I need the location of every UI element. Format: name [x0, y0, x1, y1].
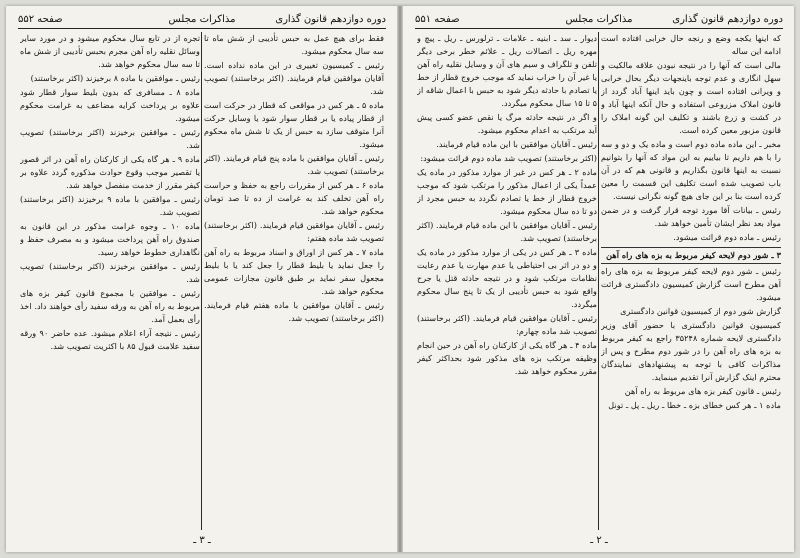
- page-header: [415, 14, 783, 29]
- header-title: مذاكرات مجلس: [565, 14, 633, 25]
- paragraph: رئیس ـ آقایان موافقین با این ماده قیام فرمایند.: [436, 139, 597, 149]
- paragraph: رئیس ـ آقایان موافقین قیام فرمایند. (اکثر برخاستند) تصویب شد ماده چهارم:: [417, 313, 597, 336]
- paragraph: مخبر ـ این ماده ماده دوم است و ماده یک و دو و سه را با هم داریم تا بیاییم به این مواد که آنها را بتوانیم نسبت به اینها قانون بگذاریم و قانونی هم که در آن باب تصویب شده است تکلیف این قسمت را معین کرده است بنا بر این جای هیچ گونه نگرانی نیست.: [601, 139, 781, 201]
- paragraph: ماده ۳ ـ هر کس در یکی از موارد مذکور در ماده یک و دو در اثر بی احتیاطی یا عدم مهارت یا عدم رعایت نظامات مرتکب شود و در نتیجه حادثه قتل یا جرح واقع شود به حبس تأدیبی از یک تا پنج سال محکوم میگردد.: [417, 247, 597, 309]
- paragraph: و اگر در نتیجه حادثه مرگ یا نقص عضو کسی پیش آید مرتکب به اعدام محکوم میشود.: [417, 112, 597, 135]
- paragraph: ماده ۷ ـ هر کس از اوراق و اسناد مربوط به راه آهن را جعل نماید یا بلیط قطار را جعل کند یا با بلیط مجعول سفر نماید بر طبق قانون مجازات عمومی محکوم خواهد شد.: [204, 247, 384, 296]
- paragraph: رئیس ـ کمیسیون تغییری در این ماده نداده است. آقایان موافقین قیام فرمایند. (اکثر برخاستند) تصویب شد.: [204, 60, 384, 96]
- paragraph: رئیس ـ آقایان موافقین با ماده پنج قیام فرمایند. (اکثر برخاستند) تصویب شد.: [204, 153, 384, 176]
- paragraph: رئیس ـ نتیجه آراء اعلام میشود. عده حاضر ۹۰ ورقه سفید علامت قبول ۸۵ با اکثریت تصویب شد.: [20, 328, 200, 351]
- paragraph: رئیس ـ موافقین با ماده ۸ برخیزند (اکثر برخاستند): [30, 73, 200, 83]
- paragraph: رئیس ـ آقایان موافقین قیام فرمایند. (اکثر برخاستند) تصویب شد ماده هفتم:: [204, 220, 384, 243]
- paragraph: ماده ۲ ـ هر کس در غیر از موارد مذکور در ماده یک عمداً یکی از اعمال مذکور را مرتکب شود که موجب خروج قطار از خط یا تصادم نگردد به حبس مجرد از دو تا ده سال محکوم میشود.: [417, 167, 597, 216]
- paragraph: کمیسیون قوانین دادگستری با حضور آقای وزیر دادگستری لایحه شماره ۳۵۲۴۸ راجع به کیفر مربوط به بزه های راه آهن را در شور دوم مطرح و پس از مذاکرات کافی با توجه به پیشنهادهای نمایندگان محترم اینک گزارش آنرا تقدیم مینماید.: [601, 320, 781, 382]
- book-spread: [6, 6, 794, 552]
- paragraph: ماده ۱۰ ـ وجوه غرامت مذکور در این قانون به صندوق راه آهن پرداخت میشود و به مصرف حفظ و نگاهداری خطوط خواهد رسید.: [20, 221, 200, 257]
- book-gutter: [397, 6, 403, 552]
- paragraph: که اینها یکجه وضع و رنجه حال خرابی افتاده است ادامه این ساله: [601, 33, 781, 56]
- text-column-right: [601, 32, 781, 530]
- paragraph: ماده ۹ ـ هر گاه یکی از کارکنان راه آهن در اثر قصور یا تقصیر موجب وقوع حوادث مذکوره گردد علاوه بر کیفر مقرر از خدمت منفصل خواهد شد.: [20, 154, 200, 190]
- paragraph: دیوار ـ سد ـ ابنیه ـ علامات ـ ترلورس ـ ریل ـ پیچ و مهره ریل ـ اتصالات ریل ـ علائم خطر برخی دیگر تلفن و تلگراف و سیم های آن و وسایل نقلیه راه آهن یا غیر آن را خراب نماید که موجب خروج قطار از خط یا تصادم با حادثه دیگر شود به حبس با اعمال شاقه از ۵ تا ۱۵ سال محکوم میگردد.: [417, 33, 597, 108]
- text-column-left: [20, 32, 200, 530]
- section-heading: ۳ ـ شور دوم لایحه کیفر مربوط به بزه های راه آهن: [601, 247, 781, 264]
- page-551: [405, 6, 793, 552]
- paragraph: رئیس ـ آقایان موافقین با ماده هفتم قیام فرمایند. (اکثر برخاستند) تصویب شد.: [204, 300, 384, 323]
- paragraph: رئیس ـ بیانات آقا مورد توجه قرار گرفت و در ضمن مواد بعد نظر ایشان تأمین خواهد شد.: [601, 205, 781, 228]
- text-column-right: [204, 32, 384, 530]
- column-rule: [598, 32, 599, 530]
- paragraph: رئیس ـ آقایان موافقین با این ماده قیام فرمایند. (اکثر برخاستند) تصویب شد.: [417, 220, 597, 243]
- header-session: دوره دوازدهم قانون گذاری: [275, 14, 386, 25]
- page-header: [18, 14, 386, 29]
- column-rule: [201, 32, 202, 530]
- paragraph: (اکثر برخاستند) تصویب شد ماده دوم قرائت میشود:: [420, 153, 597, 163]
- paragraph: رئیس ـ موافقین با ماده ۹ برخیزند (اکثر برخاستند) تصویب شد.: [20, 194, 200, 217]
- paragraph: ماده ۸ ـ مسافری که بدون بلیط سوار قطار شود علاوه بر پرداخت کرایه مضاعف به غرامت محکوم میشود.: [20, 87, 200, 123]
- paragraph: فقط برای هیچ عمل به حبس تأدیبی از شش ماه تا سه سال محکوم میشود.: [204, 33, 384, 56]
- paragraph: رئیس ـ موافقین برخیزند (اکثر برخاستند) تصویب شد.: [20, 127, 200, 150]
- paragraph: ماده ۵ ـ هر کس در مواقعی که قطار در حرکت است از قطار پیاده یا بر قطار سوار شود یا وسایل حرکت آنرا متوقف سازد به حبس از یک تا شش ماه محکوم میشود.: [204, 100, 384, 149]
- text-column-left: [417, 32, 597, 530]
- header-page-number: صفحه ۵۵۲: [18, 14, 63, 25]
- page-footer: ـ ۲ ـ: [590, 535, 608, 546]
- header-page-number: صفحه ۵۵۱: [415, 14, 460, 25]
- paragraph: ماده ۱ ـ هر کس خطای بزه ـ خطا ـ ریل ـ پل ـ تونل: [608, 400, 781, 410]
- paragraph: رئیس ـ قانون کیفر بزه های مربوط به راه آهن: [624, 386, 781, 396]
- paragraph: رئیس ـ ماده دوم قرائت میشود.: [673, 232, 781, 242]
- paragraph: تجره از در تابع سال محکوم میشود و در مورد سایر وسائل نقلیه راه آهن مجرم بحبس تأدیبی از شش ماه تا سه سال محکوم خواهد شد.: [20, 33, 200, 69]
- page-552: [8, 6, 396, 552]
- paragraph: ماده ۶ ـ هر کس از مقررات راجع به حفظ و حراست راه آهن تخلف کند به غرامت از ده تا صد تومان محکوم خواهد شد.: [204, 180, 384, 216]
- paragraph: رئیس ـ شور دوم لایحه کیفر مربوط به بزه های راه آهن مطرح است گزارش کمیسیون دادگستری قرائت میشود.: [601, 266, 781, 302]
- page-footer: ـ ۳ ـ: [193, 535, 211, 546]
- paragraph: ماده ۴ ـ هر گاه یکی از کارکنان راه آهن در حین انجام وظیفه مرتکب بزه های مذکور شود بحداکثر کیفر مقرر محکوم خواهد شد.: [417, 340, 597, 376]
- paragraph: رئیس ـ موافقین با مجموع قانون کیفر بزه های مربوط به راه آهن به ورقه سفید رأی خواهند داد. اخذ رأی بعمل آمد.: [20, 288, 200, 324]
- paragraph: رئیس ـ موافقین برخیزند (اکثر برخاستند) تصویب شد.: [20, 261, 200, 284]
- paragraph: مالی است که آنها را در نتیجه نبودن علاقه مالکیت و سهل انگاری و عدم توجه باینجهات دیگر بحال خرابی و ویرانی افتاده است و چون باید اینها آباد گردد از قانون املاک مزروعی استفاده و حال آنکه اینها آباد و در کشت و زرع باشند و تکلیف این گونه املاک را قانون مزبور معین کرده است.: [601, 60, 781, 135]
- paragraph: گزارش شور دوم از کمیسیون قوانین دادگستری: [620, 306, 781, 316]
- header-title: مذاكرات مجلس: [168, 14, 236, 25]
- header-session: دوره دوازدهم قانون گذاری: [672, 14, 783, 25]
